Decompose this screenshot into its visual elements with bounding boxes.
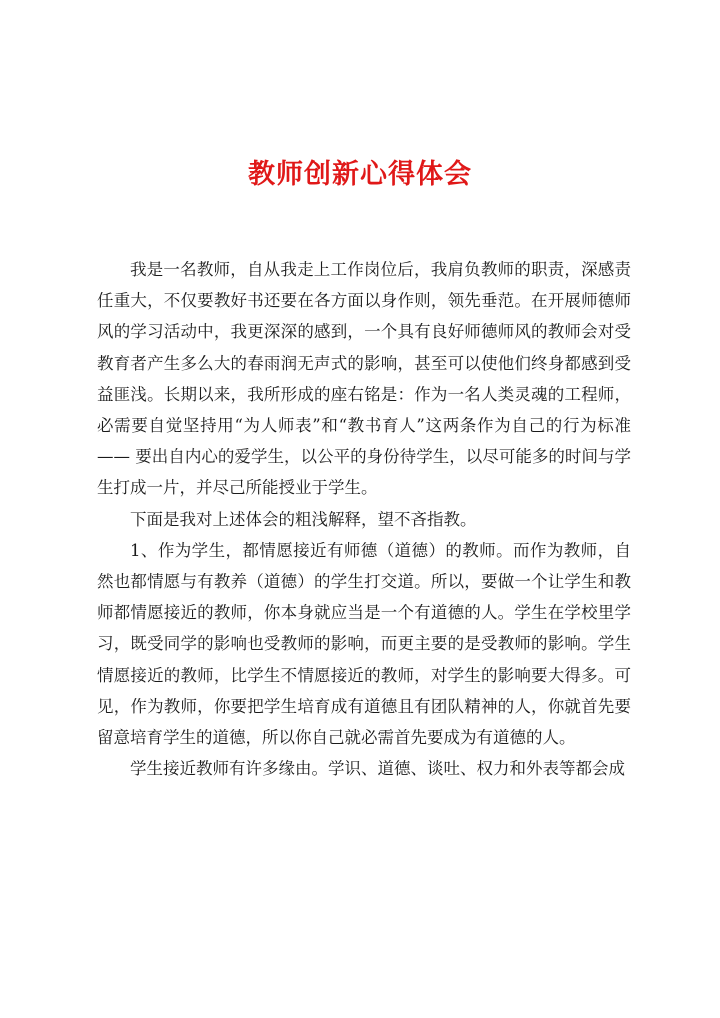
paragraph-intro: 我是一名教师，自从我走上工作岗位后，我肩负教师的职责，深感责任重大，不仅要教好书还要在各方面以身作则，领先垂范。在开展师德师风的学习活动中，我更深深的感到，一个具有良好师德师风的教师会对受教育者产生多么大的春雨润无声式的影响，甚至可以使他们终身都感到受益匪浅。长期以来，我所形成的座右铭是：作为一名人类灵魂的工程师，必需要自觉坚持用“为人师表”和“教书育人”这两条作为自己的行为标准 —— 要出自内心的爱学生，以公平的身份待学生，以尽可能多的时间与学生打成一片，并尽己所能授业于学生。 (97, 260, 631, 498)
paragraph-reasons: 学生接近教师有许多缘由。学识、道德、谈吐、权力和外表等都会成 (130, 759, 625, 779)
document-body (97, 254, 631, 784)
paragraph-point-1: 1、作为学生，都情愿接近有师德（道德）的教师。而作为教师，自然也都情愿与有教养（道德）的学生打交道。所以，要做一个让学生和教师都情愿接近的教师，你本身就应当是一个有道德的人。学生在学校里学习，既受同学的影响也受教师的影响，而更主要的是受教师的影响。学生情愿接近的教师，比学生不情愿接近的教师，对学生的影响要大得多。可见，作为教师，你要把学生培育成有道德且有团队精神的人，你就首先要留意培育学生的道德，所以你自己就必需首先要成为有道德的人。 (97, 540, 631, 748)
paragraph-preface: 下面是我对上述体会的粗浅解释，望不吝指教。 (130, 509, 477, 529)
document-title: 教师创新心得体会 (248, 159, 472, 190)
